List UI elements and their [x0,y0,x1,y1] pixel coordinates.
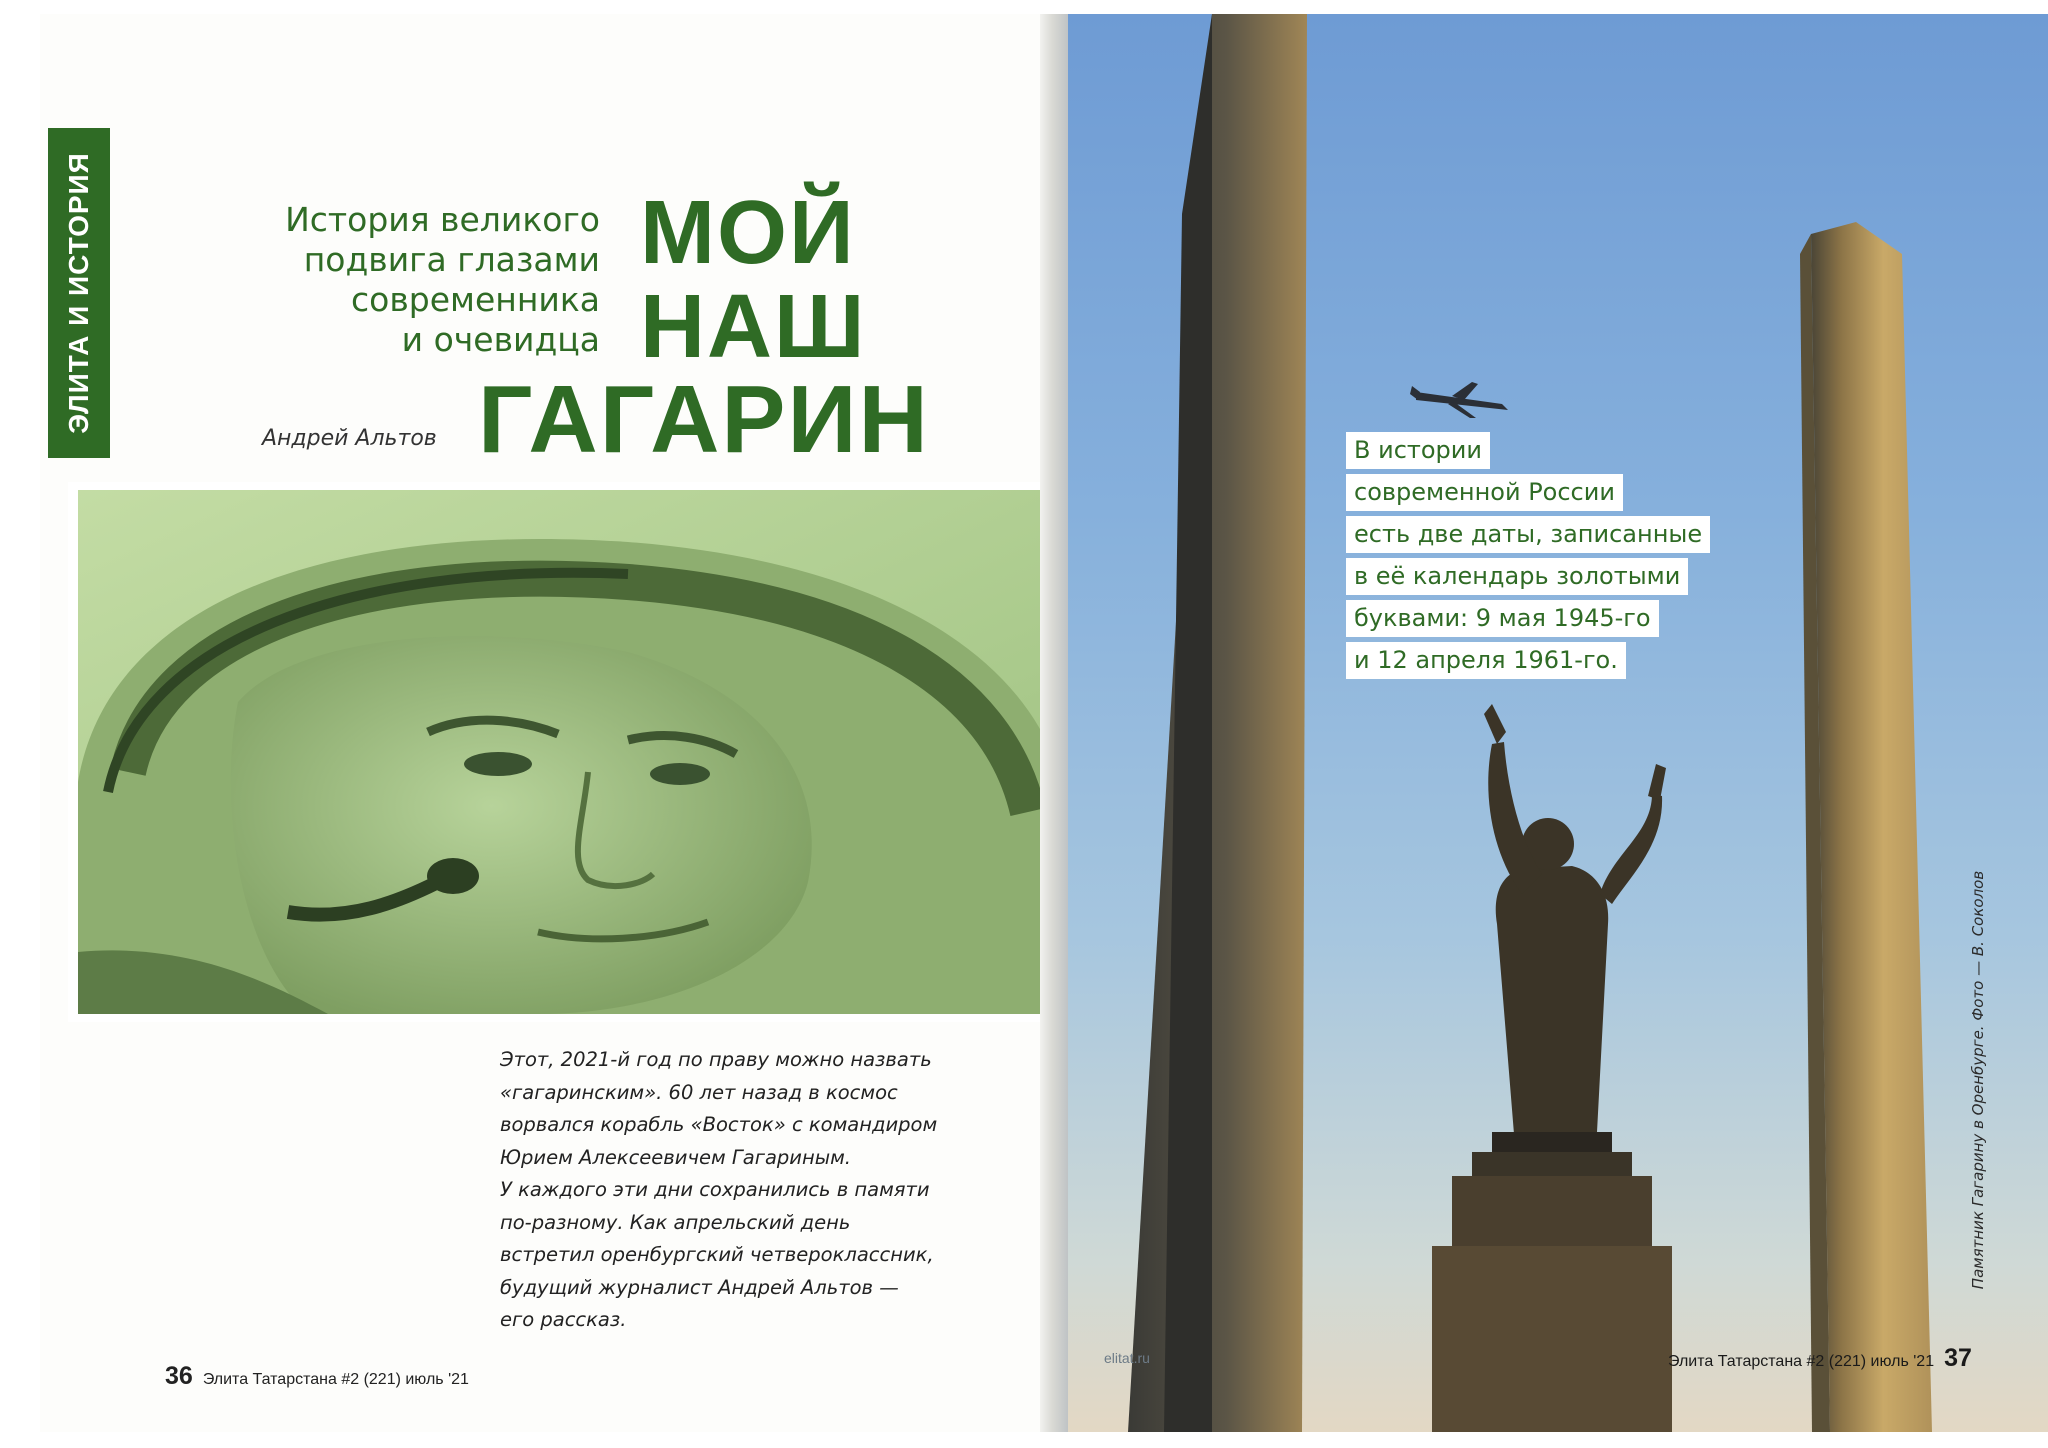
lede-line: по-разному. Как апрельский день [500,1210,851,1234]
article-subtitle [220,200,600,360]
pull-quote-line: в её календарь золотыми [1346,558,1688,595]
pull-quote [1346,432,1710,684]
author-byline: Андрей Альтов [262,426,437,451]
title-line-3: ГАГАРИН [478,366,930,473]
left-magazine-name: Элита Татарстана #2 (221) июль '21 [202,1371,469,1388]
section-label: ЭЛИТА И ИСТОРИЯ [63,152,94,434]
lede-line: будущий журналист Андрей Альтов — [500,1275,899,1299]
monument-photo [1052,14,2048,1432]
section-tab [48,128,110,458]
pull-quote-line: есть две даты, записанные [1346,516,1710,553]
right-folio [1658,1344,1972,1373]
website-label: elitat.ru [1104,1350,1150,1366]
article-lede [500,1044,1020,1337]
left-page-number: 36 [165,1362,193,1390]
lede-line: ворвался корабль «Восток» с командиром [500,1113,938,1136]
subtitle-line: современника [351,280,600,319]
pull-quote-line: и 12 апреля 1961-го. [1346,642,1626,679]
right-magazine-name: Элита Татарстана #2 (221) июль '21 [1668,1353,1935,1370]
lede-line: Этот, 2021-й год по праву можно назвать [500,1048,932,1071]
subtitle-line: История великого [285,200,600,239]
lede-line: У каждого эти дни сохранились в памяти [500,1178,930,1201]
lede-line: Юрием Алексеевичем Гагариным. [500,1145,852,1169]
pull-quote-line: В истории [1346,432,1490,469]
right-page [1052,14,2048,1432]
title-line-1: МОЙ [640,183,856,283]
right-page-number: 37 [1944,1344,1972,1372]
left-folio [165,1362,469,1391]
lede-line: его рассказ. [500,1308,627,1331]
lede-line: «гагаринским». 60 лет назад в космос [500,1080,898,1104]
subtitle-line: подвига глазами [303,240,600,279]
pull-quote-line: современной России [1346,474,1623,511]
lede-line: встретил оренбургский четвероклассник, [500,1243,934,1266]
title-line-2: НАШ [640,277,867,377]
page-gutter [1040,14,1068,1432]
subtitle-line: и очевидца [401,320,600,359]
photo-credit: Памятник Гагарину в Оренбурге. Фото — В. Соколов [1969,870,1987,1290]
pull-quote-line: буквами: 9 мая 1945-го [1346,600,1659,637]
